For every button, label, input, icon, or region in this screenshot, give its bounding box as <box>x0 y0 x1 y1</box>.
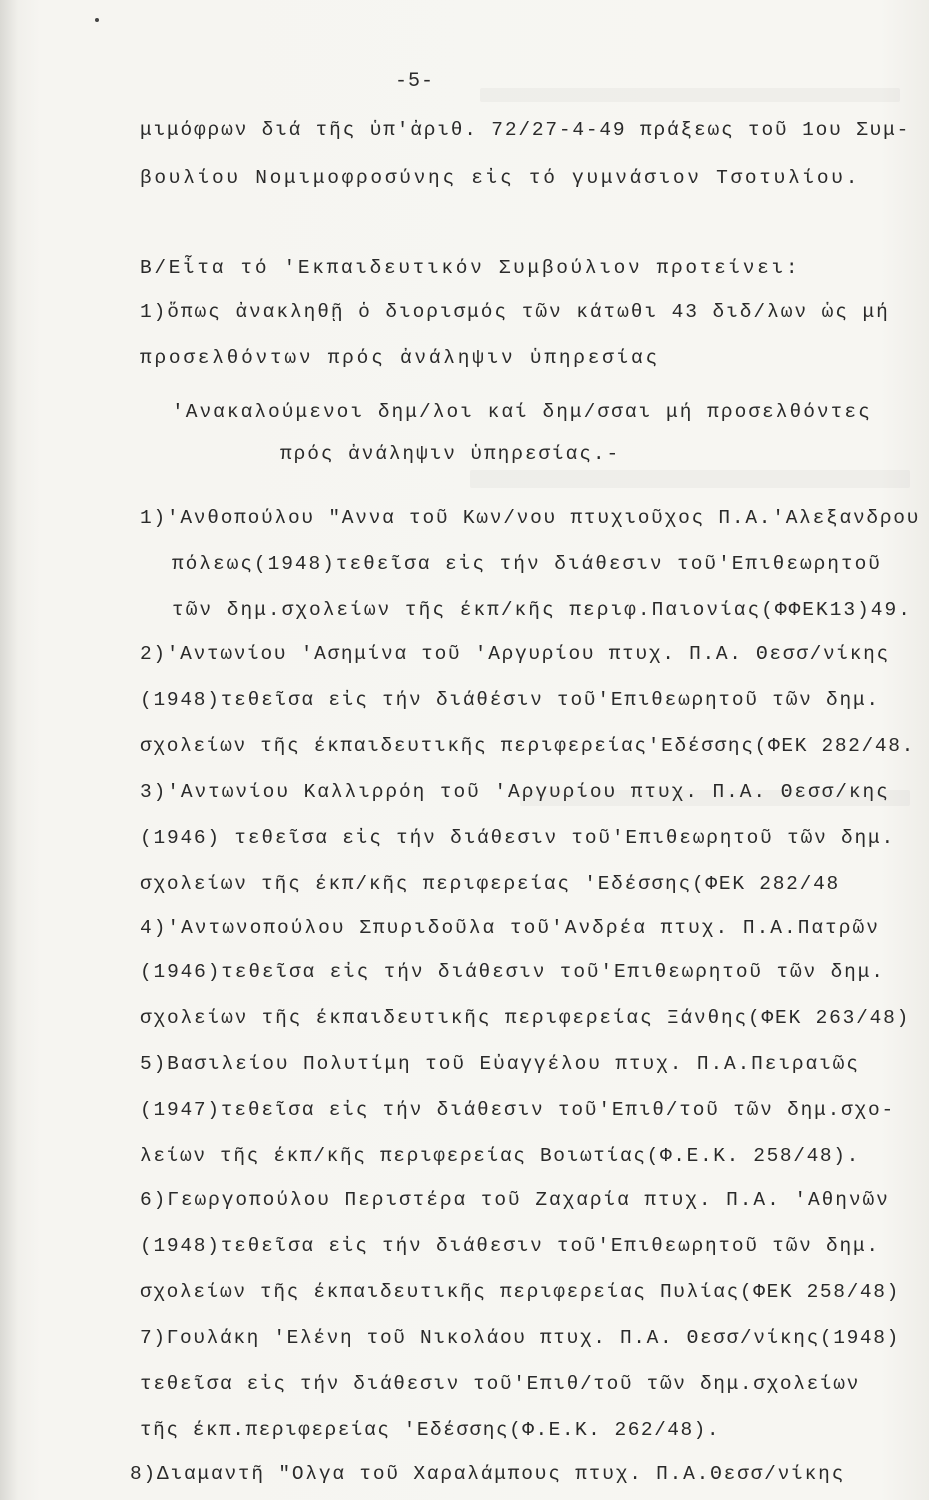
list-item: πόλεως(1948)τεθεῖσα εἰς τήν διάθεσιν τοῦ'Επιθεωρητοῦ <box>172 553 882 575</box>
list-item: σχολείων τῆς έκπαιδευτικῆς περιφερείας Πυλίας(ΦΕΚ 258/48) <box>140 1281 900 1303</box>
list-item: 4)'Αντωνοπούλου Σπυριδοῦλα τοῦ'Ανδρέα πτυχ. Π.Α.Πατρῶν <box>140 917 880 939</box>
list-item: (1948)τεθεῖσα εἰς τήν διάθεσιν τοῦ'Επιθεωρητοῦ τῶν δημ. <box>140 1235 880 1257</box>
list-item: σχολείων τῆς έκπαιδευτικῆς περιφερείας'Εδέσσης(ΦΕΚ 282/48. <box>140 735 915 757</box>
section-heading: Β/Εἶτα τό 'Εκπαιδευτικόν Συμβούλιον προτείνει: <box>140 257 801 279</box>
list-item: τῶν δημ.σχολείων τῆς έκπ/κῆς περιφ.Παιονίας(ΦΦΕΚ13)49. <box>172 599 912 621</box>
page-number: -5- <box>395 70 435 93</box>
bleed-through-mark <box>480 88 900 102</box>
text-line: βουλίου Νομιμοφροσύνης εἰς τό γυμνάσιον Τσοτυλίου. <box>140 167 861 189</box>
list-item: τῆς έκπ.περιφερείας 'Εδέσσης(Φ.Ε.Κ. 262/48). <box>140 1419 721 1441</box>
list-item: σχολείων τῆς έκπαιδευτικῆς περιφερείας Ξάνθης(ΦΕΚ 263/48) <box>140 1007 911 1029</box>
list-heading: 'Ανακαλούμενοι δημ/λοι καί δημ/σσαι μή προσελθόντες <box>172 401 872 423</box>
list-item: σχολείων τῆς έκπ/κῆς περιφερείας 'Εδέσσης(ΦΕΚ 282/48 <box>140 873 841 895</box>
list-item: 7)Γουλάκη 'Ελένη τοῦ Νικολάου πτυχ. Π.Α. Θεσσ/νίκης(1948) <box>140 1327 900 1349</box>
list-item: 6)Γεωργοπούλου Περιστέρα τοῦ Ζαχαρία πτυχ. Π.Α. 'Αθηνῶν <box>140 1189 890 1211</box>
list-heading: πρός ἀνάληψιν ὑπηρεσίας.- <box>280 443 621 465</box>
text-line: μιμόφρων διά τῆς ὑπ'ἀριθ. 72/27-4-49 πράξεως τοῦ 1ου Συμ- <box>140 119 911 141</box>
list-item: 5)Βασιλείου Πολυτίμη τοῦ Εὐαγγέλου πτυχ. Π.Α.Πειραιῶς <box>140 1053 860 1075</box>
bleed-through-mark <box>470 470 910 488</box>
list-item: 1)'Ανθοπούλου "Αννα τοῦ Κων/νου πτυχιοῦχος Π.Α.'Αλεξανδρου <box>140 507 921 529</box>
list-item: τεθεῖσα εἰς τήν διάθεσιν τοῦ'Επιθ/τοῦ τῶν δημ.σχολείων <box>140 1373 860 1395</box>
text-line: 1)ὅπως ἀνακληθῇ ὁ διορισμός τῶν κάτωθι 43 διδ/λων ὡς μή <box>140 301 890 323</box>
ink-speck <box>95 18 99 22</box>
text-line: προσελθόντων πρός ἀνάληψιν ὑπηρεσίας <box>140 347 660 369</box>
list-item: (1946)τεθεῖσα εἰς τήν διάθεσιν τοῦ'Επιθεωρητοῦ τῶν δημ. <box>140 961 885 983</box>
list-item: 2)'Αντωνίου 'Ασημίνα τοῦ 'Αργυρίου πτυχ. Π.Α. Θεσσ/νίκης <box>140 643 890 665</box>
list-item: 8)Διαμαντῆ "Ολγα τοῦ Χαραλάμπους πτυχ. Π.Α.Θεσσ/νίκης <box>130 1463 846 1485</box>
list-item: λείων τῆς έκπ/κῆς περιφερείας Βοιωτίας(Φ.Ε.Κ. 258/48). <box>140 1145 860 1167</box>
list-item: (1947)τεθεῖσα εἰς τήν διάθεσιν τοῦ'Επιθ/τοῦ τῶν δημ.σχο- <box>140 1099 895 1121</box>
page-edge-shadow <box>0 0 18 1500</box>
list-item: (1946) τεθεῖσα εἰς τήν διάθεσιν τοῦ'Επιθεωρητοῦ τῶν δημ. <box>140 827 895 849</box>
list-item: (1948)τεθεῖσα εἰς τήν διάθέσιν τοῦ'Επιθεωρητοῦ τῶν δημ. <box>140 689 880 711</box>
list-item: 3)'Αντωνίου Καλλιρρόη τοῦ 'Αργυρίου πτυχ. Π.Α. Θεσσ/κης <box>140 781 890 803</box>
